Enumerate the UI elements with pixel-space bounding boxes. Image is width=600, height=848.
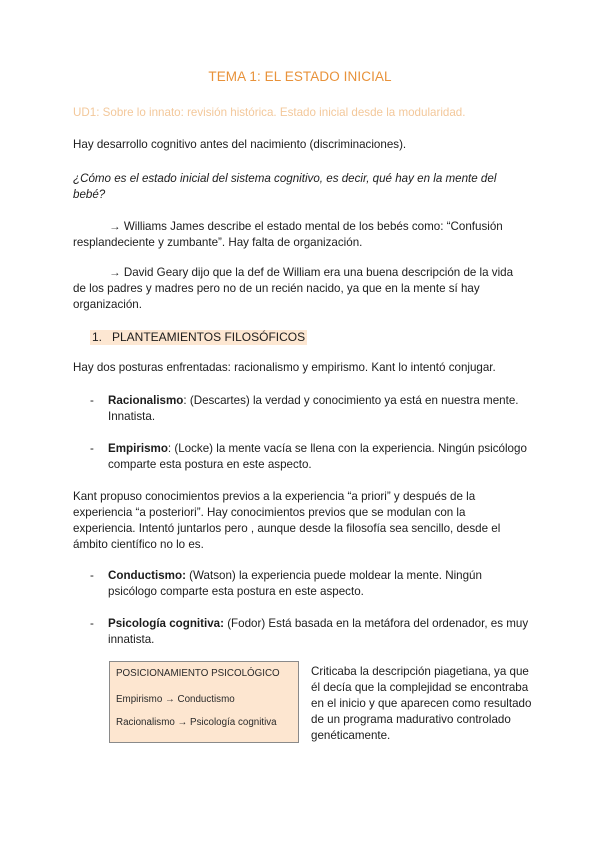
list-item [90, 616, 530, 648]
section-heading [90, 330, 307, 345]
page-title: TEMA 1: EL ESTADO INICIAL [208, 69, 392, 84]
bullet-dash: - [90, 442, 94, 455]
side-note: Criticaba la descripción piagetiana, ya que él decía que la complejidad se encontraba en el inicio y que aparecen como resultado de un programa madurativo controlado genéticamente. [311, 665, 532, 742]
box-row-rationalism: Racionalismo → Psicología cognitiva [116, 717, 277, 728]
intro-paragraph: Hay desarrollo cognitivo antes del nacimiento (discriminaciones). [73, 138, 407, 151]
positioning-box [109, 661, 299, 743]
bullet-term: Conductismo: [108, 569, 186, 582]
list-item [90, 568, 530, 600]
bullet-dash: - [90, 394, 94, 407]
kant-paragraph: Kant propuso conocimientos previos a la experiencia “a priori” y después de la experiencia “a posteriori”. Hay conocimientos previos que se modulan con la experiencia. Intentó juntarlos pero , aunque desde la filosofía sea sencillo, desde el ámbito científico no lo es. [73, 490, 501, 551]
bullet-text: : (Locke) la mente vacía se llena con la experiencia. Ningún psicólogo comparte esta postura en este aspecto. [108, 442, 527, 471]
geary-paragraph: → David Geary dijo que la def de William era una buena descripción de la vida de los padres y madres pero no de un recién nacido, ya que en la mente sí hay organización. [73, 266, 514, 311]
bullet-term: Racionalismo [108, 394, 184, 407]
box-title: POSICIONAMIENTO PSICOLÓGICO [116, 668, 280, 679]
section-number: 1. [92, 330, 103, 344]
list-item [90, 441, 530, 473]
bullet-text: (Watson) la experiencia puede moldear la mente. Ningún psicólogo comparte esta postura en este aspecto. [108, 569, 482, 598]
section-title: PLANTEAMIENTOS FILOSÓFICOS [112, 330, 306, 344]
bullet-dash: - [90, 617, 94, 630]
bullet-term: Empirismo [108, 442, 168, 455]
bullet-dash: - [90, 569, 94, 582]
question-paragraph: ¿Cómo es el estado inicial del sistema cognitivo, es decir, qué hay en la mente del bebé? [73, 172, 497, 201]
unit-subtitle: UD1: Sobre lo innato: revisión histórica. Estado inicial desde la modularidad. [73, 106, 466, 119]
list-item [90, 393, 530, 425]
james-paragraph: → Williams James describe el estado mental de los bebés como: “Confusión resplandeciente y zumbante”. Hay falta de organización. [73, 220, 503, 249]
postures-paragraph: Hay dos posturas enfrentadas: racionalismo y empirismo. Kant lo intentó conjugar. [73, 361, 496, 374]
bullet-text: : (Descartes) la verdad y conocimiento ya está en nuestra mente. Innatista. [108, 394, 519, 423]
bullet-term: Psicología cognitiva: [108, 617, 224, 630]
bullet-text: (Fodor) Está basada en la metáfora del ordenador, es muy innatista. [108, 617, 529, 646]
box-row-empiricism: Empirismo → Conductismo [116, 694, 235, 705]
